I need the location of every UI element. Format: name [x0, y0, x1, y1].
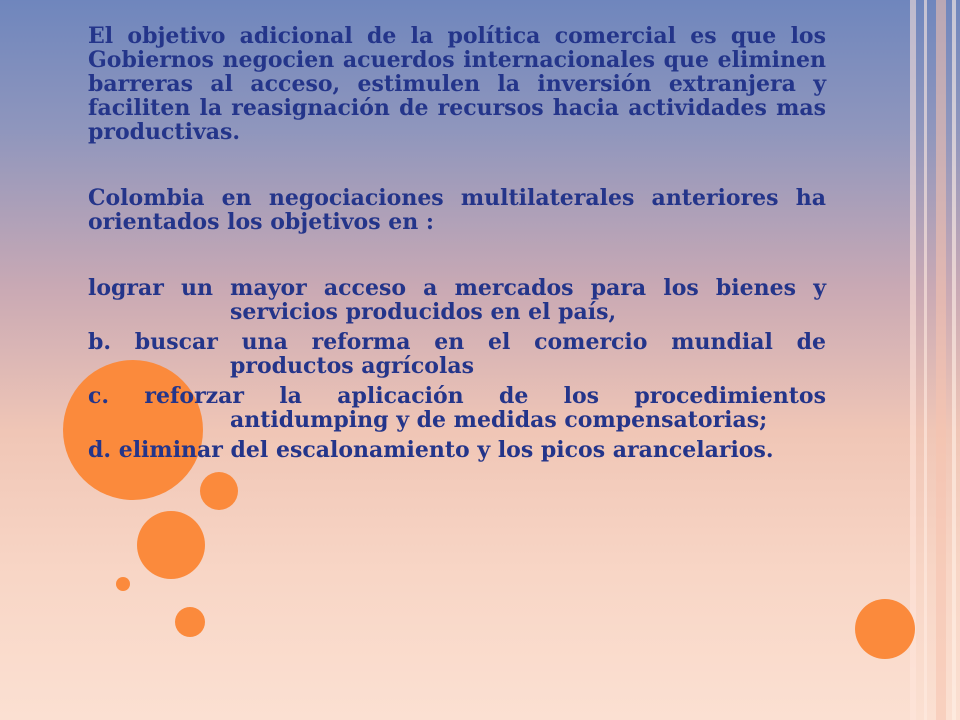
objective-item-a: lograr un mayor acceso a mercados para los bienes y servicios producidos en el país,	[88, 275, 826, 325]
objective-item-b: b. buscar una reforma en el comercio mundial de productos agrícolas	[88, 329, 826, 379]
decorative-stripes	[910, 0, 960, 720]
slide-body	[88, 24, 826, 468]
objective-item-d: d. eliminar del escalonamiento y los picos arancelarios.	[88, 437, 774, 463]
intro-paragraph: El objetivo adicional de la política comercial es que los Gobiernos negocien acuerdos internacionales que eliminen barreras al acceso, estimulen la inversión extranjera y faciliten la reasignación de recursos hacia actividades mas productivas.	[88, 23, 826, 145]
decorative-circle	[116, 577, 130, 591]
stripe	[936, 0, 946, 720]
stripe	[924, 0, 927, 720]
colombia-paragraph: Colombia en negociaciones multilaterales anteriores ha orientados los objetivos en :	[88, 185, 826, 235]
decorative-circle	[175, 607, 205, 637]
stripe	[952, 0, 956, 720]
stripe	[910, 0, 916, 720]
decorative-circle	[200, 472, 238, 510]
decorative-circle	[137, 511, 205, 579]
objective-item-c: c. reforzar la aplicación de los procedimientos antidumping y de medidas compensatorias;	[88, 383, 826, 433]
decorative-circle	[855, 599, 915, 659]
